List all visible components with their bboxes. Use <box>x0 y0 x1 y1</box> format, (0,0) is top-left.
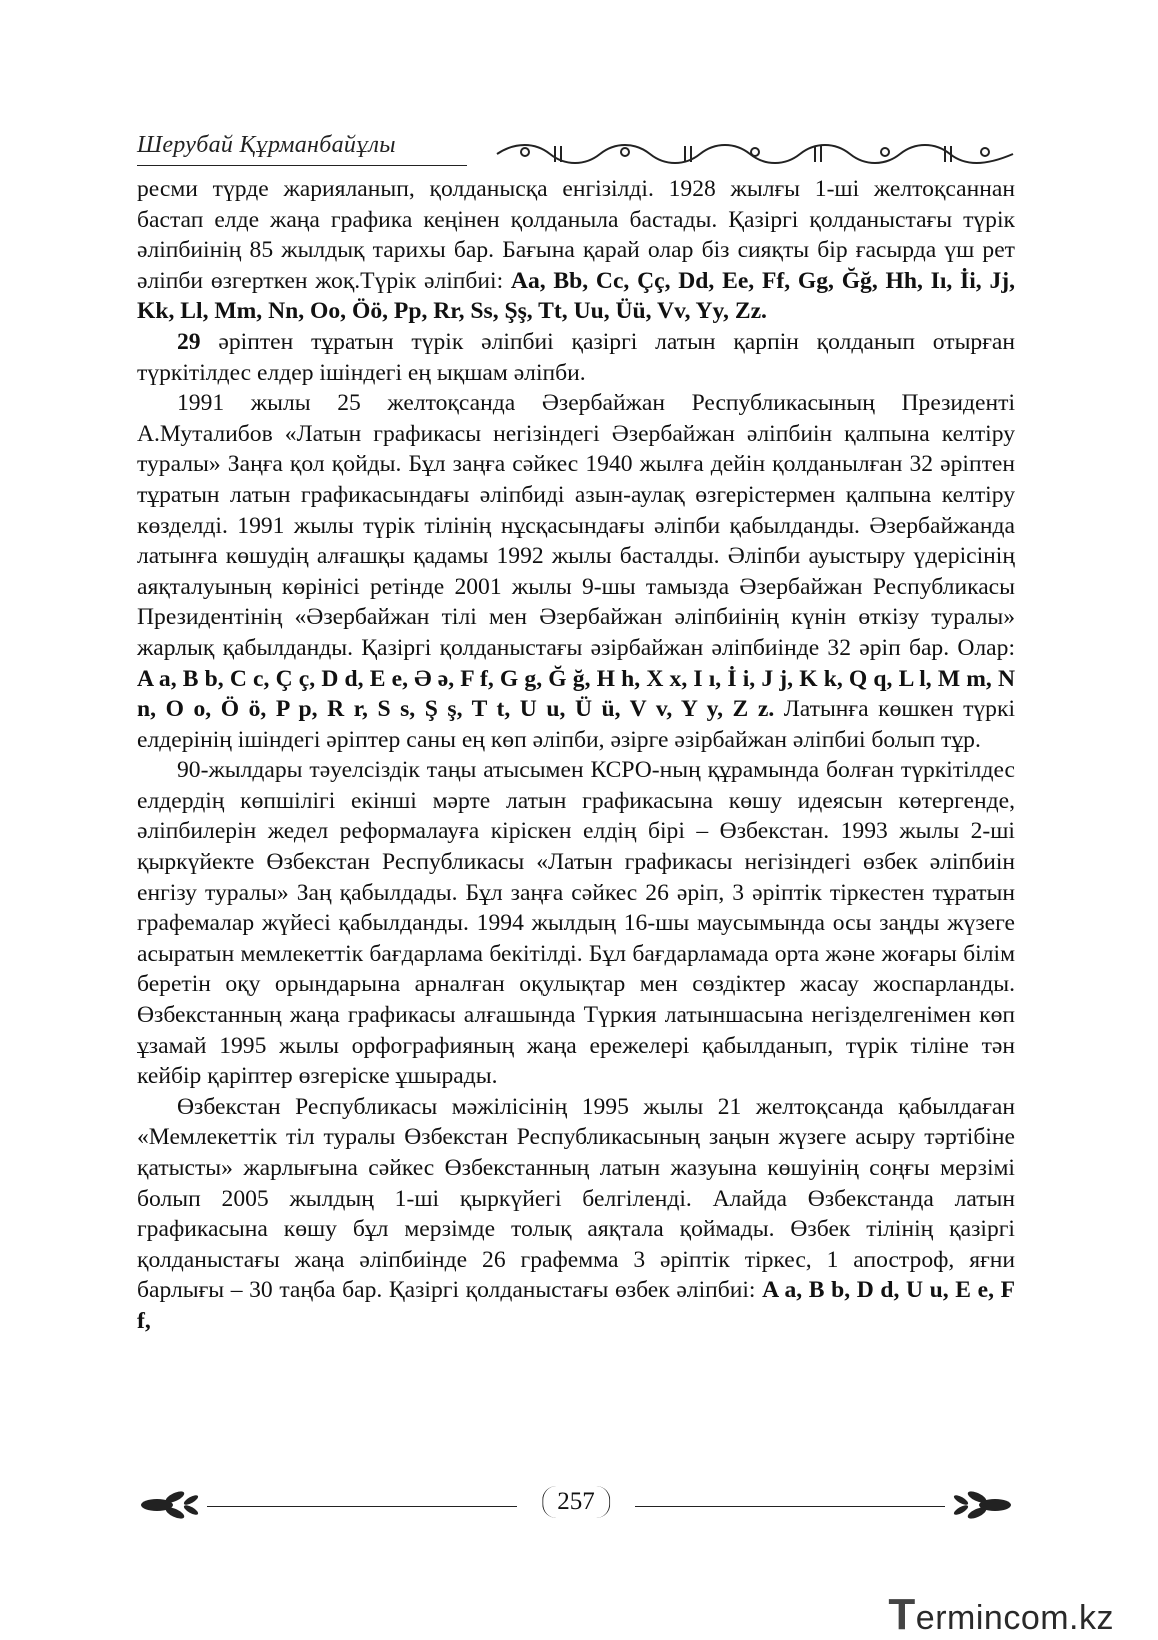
paragraph-4-text: 90-жылдары тәуелсіздік таңы атысымен КСРО-ның құрамында болған түркітілдес елдердің көпшілігі екінші мәрте латын графикасына көшу идеясын көтергенде, әліпбилерін жедел реформалауға кірiскен елдің бірі – Өзбекстан. 1993 жылы 2-ші қыркүйекте Өзбекстан Республикасы «Латын графикасы негізіндегі өзбек әліпбиін енгізу туралы» Заң қабылдады. Бұл заңға сәйкес 26 әріп, 3 әріптік тіркестен тұратын графемалар жүйесі қабылданды. 1994 жылдың 16-шы маусымында осы заңды жүзеге асыратын мемлекеттік бағдарлама бекітілді. Бұл бағдарламада орта және жоғары білім беретін оқу орындарына арналған оқулықтар мен сөздіктер жасау жоспарланды. Өзбекстанның жаңа графикасы алғашында Түркия латыншасына негізделгенімен көп ұзамай 1995 жылы орфографияның жаңа ережелері қабылданып, түрік тіліне тән кейбір қаріптер өзгеріске ұшырады. <box>137 757 1015 1090</box>
uzbek-alphabet: A a, B b, D d, U u, E e, F f, <box>137 1277 1015 1334</box>
paragraph-4 <box>137 755 1015 1092</box>
letter-count: 29 <box>177 328 201 355</box>
running-title: Шерубай Құрманбайұлы <box>137 132 396 158</box>
paragraph-3-text: 1991 жылы 25 желтоқсанда Әзербайжан Республикасының Президенті А.Муталибов «Латын графикасы негізіндегі Әзербайжан әліпбиін қалпына келтіру туралы» Заңға қол қойды. Бұл заңға сәйкес 1940 жылға дейін қолданылған 32 әріптен тұратын латын графикасындағы әліпбиді азын-аулақ өзгерістермен қалпына келтіру көзделді. 1991 жылы түрік тілінің нұсқасындағы әліпби қабылданды. Әзербайжанда латынға көшудің алғашқы қадамы 1992 жылы басталды. Әліпби ауыстыру үдерісінің аяқталуының көрінісі ретінде 2001 жылы 9-шы тамызда Әзербайжан Республикасы Президентінің «Әзербайжан тілі мен Әзербайжан әліпбиінің күнін өткізу туралы» жарлық қабылданды. Қазіргі қолданыстағы әзірбайжан әліпбиінде 32 әріп бар. Олар: <box>137 390 1015 661</box>
page-header <box>137 128 1015 168</box>
watermark-initial: T <box>888 1590 916 1639</box>
paragraph-5-text: Өзбекстан Республикасы мәжілісінің 1995 жылы 21 желтоқсанда қабылдаған «Мемлекеттік тіл туралы Өзбекстан Республикасының заңын жүзеге асыру тәртібіне қатысты» жарлығына сәйкес Өзбекстанның латын жазуына көшуінің соңғы мерзімі болып 2005 жылдың 1-ші қыркүйегі белгіленді. Алайда Өзбекстанда латын графикасына көшу бұл мерзімде толық аяқтала қоймады. Өзбек тілінің қазіргі қолданыстағы жаңа әліпбиінде 26 графемма 3 әріптік тіркес, 1 апостроф, яғни барлығы – 30 таңба бар. Қазіргі қолданыстағы өзбек әліпбиі: <box>137 1093 1015 1304</box>
paragraph-1 <box>137 174 1015 327</box>
watermark-text: ermincom.kz <box>915 1599 1114 1637</box>
page-footer <box>137 1486 1015 1526</box>
paragraph-2 <box>137 327 1015 388</box>
footer-rule-left <box>207 1506 517 1507</box>
header-rule <box>137 165 467 166</box>
site-watermark <box>888 1590 1114 1640</box>
footer-rule-right <box>635 1506 945 1507</box>
paragraph-3-end: Латынға көшкен түркі елдерінің ішіндегі әріптер саны ең көп әліпби, әзірге әзірбайжан әліпбиі болып тұр. <box>137 696 1015 753</box>
page-number: 257 <box>542 1486 610 1518</box>
paragraph-2-text: әріптен тұратын түрік әліпбиі қазіргі латын қарпін қолданып отырған түркітілдес елдер ішіндегі ең ықшам әліпби. <box>137 328 1015 386</box>
body-text <box>137 174 1015 1337</box>
paragraph-1-text: ресми түрде жарияланып, қолданысқа енгізілді. 1928 жылғы 1-ші желтоқсаннан бастап елде жаңа графика кеңінен қолданыла бастады. Қазіргі қолданыстағы түрік әліпбиінің 85 жылдық тарихы бар. Бағына қарай олар біз сияқты бір ғасырда үш рет әліпби өзгерткен жоқ.Түрік әліпбиі: <box>137 176 1015 294</box>
header-ornament-icon <box>495 140 1015 168</box>
left-leaf-ornament-icon <box>137 1488 207 1522</box>
turkish-alphabet: Aa, Bb, Cc, Çç, Dd, Ee, Ff, Gg, Ğğ, Hh, Iı, İi, Jj, Kk, Ll, Mm, Nn, Oo, Öö, Pp, Rr, Ss, Şş, Tt, Uu, Üü, Vv, Yy, Zz. <box>137 267 1015 325</box>
paragraph-3 <box>137 388 1015 755</box>
paragraph-5 <box>137 1092 1015 1337</box>
right-leaf-ornament-icon <box>945 1488 1015 1522</box>
azerbaijani-alphabet: A a, B b, C c, Ç ç, D d, E e, Ə ə, F f, G g, Ğ ğ, H h, X x, I ı, İ i, J j, K k, Q q, L l, M m, N n, O o, Ö ö, P p, R r, S s, Ş ş, T t, U u, Ü ü, V v, Y y, Z z. <box>137 665 1015 723</box>
